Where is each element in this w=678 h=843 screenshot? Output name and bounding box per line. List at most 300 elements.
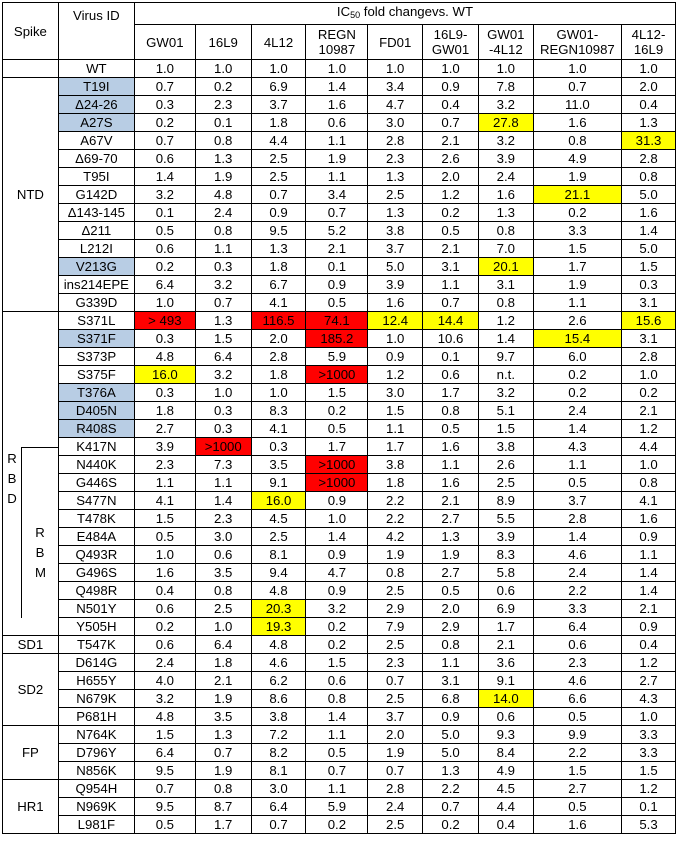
value-cell: 0.7 xyxy=(423,798,479,816)
value-cell: 1.3 xyxy=(423,528,479,546)
value-cell: 1.9 xyxy=(195,168,251,186)
value-cell: 1.4 xyxy=(478,330,533,348)
table-row xyxy=(3,582,676,600)
value-cell: 0.7 xyxy=(195,744,251,762)
table-row xyxy=(3,798,676,816)
value-cell: 3.0 xyxy=(251,780,306,798)
value-cell: 3.1 xyxy=(478,276,533,294)
value-cell: 5.1 xyxy=(478,402,533,420)
value-cell: 1.2 xyxy=(368,366,423,384)
value-cell: 1.5 xyxy=(306,654,368,672)
value-cell: 1.5 xyxy=(134,726,195,744)
value-cell: 2.4 xyxy=(368,798,423,816)
value-cell: 0.5 xyxy=(134,816,195,834)
value-cell: 1.9 xyxy=(368,744,423,762)
value-cell: 3.3 xyxy=(533,222,621,240)
value-cell: 2.4 xyxy=(533,564,621,582)
value-cell: 2.5 xyxy=(195,600,251,618)
value-cell: 2.5 xyxy=(368,636,423,654)
value-cell: 3.2 xyxy=(134,690,195,708)
value-cell: 1.4 xyxy=(622,582,676,600)
value-cell: 1.0 xyxy=(622,456,676,474)
value-cell: 9.5 xyxy=(134,798,195,816)
value-cell: 1.7 xyxy=(533,258,621,276)
value-cell: 0.6 xyxy=(134,150,195,168)
table-row xyxy=(3,330,676,348)
value-cell: 2.6 xyxy=(423,150,479,168)
value-cell: 4.7 xyxy=(368,96,423,114)
value-cell: 0.8 xyxy=(423,636,479,654)
value-cell: 2.3 xyxy=(134,456,195,474)
virus-id-cell: T19I xyxy=(58,78,134,96)
value-cell: 1.0 xyxy=(368,60,423,78)
value-cell: 0.4 xyxy=(622,96,676,114)
value-cell: 0.8 xyxy=(195,132,251,150)
value-cell: 2.7 xyxy=(622,672,676,690)
value-cell: 3.7 xyxy=(368,708,423,726)
value-cell: 0.8 xyxy=(368,564,423,582)
value-cell: 0.7 xyxy=(134,132,195,150)
value-cell: 8.3 xyxy=(478,546,533,564)
value-cell: 0.7 xyxy=(423,294,479,312)
value-cell: 4.9 xyxy=(478,762,533,780)
value-cell: 0.3 xyxy=(134,330,195,348)
value-cell: 4.1 xyxy=(134,492,195,510)
value-cell: 0.8 xyxy=(622,474,676,492)
value-cell: 1.0 xyxy=(368,330,423,348)
value-cell: 4.6 xyxy=(533,672,621,690)
value-cell: 0.6 xyxy=(195,546,251,564)
virus-id-cell: S477N xyxy=(58,492,134,510)
antibody-header: FD01 xyxy=(368,25,423,60)
value-cell: 0.4 xyxy=(478,816,533,834)
value-cell: 3.1 xyxy=(423,672,479,690)
virus-id-cell: A27S xyxy=(58,114,134,132)
value-cell: 0.6 xyxy=(478,582,533,600)
value-cell: 1.2 xyxy=(622,420,676,438)
value-cell: 1.4 xyxy=(622,222,676,240)
region-label xyxy=(3,312,59,636)
value-cell: 0.6 xyxy=(478,708,533,726)
value-cell: 4.8 xyxy=(251,636,306,654)
value-cell: 0.9 xyxy=(306,492,368,510)
value-cell: 1.5 xyxy=(622,258,676,276)
virus-id-cell: R408S xyxy=(58,420,134,438)
value-cell: 0.3 xyxy=(195,258,251,276)
value-cell: 1.9 xyxy=(423,546,479,564)
value-cell: 3.2 xyxy=(478,132,533,150)
value-cell: 2.9 xyxy=(423,618,479,636)
virus-id-cell: K417N xyxy=(58,438,134,456)
value-cell: 5.9 xyxy=(306,798,368,816)
virus-id-cell: T478K xyxy=(58,510,134,528)
value-cell: 1.4 xyxy=(622,564,676,582)
value-cell: 0.2 xyxy=(533,384,621,402)
virus-id-cell: E484A xyxy=(58,528,134,546)
value-cell: 3.2 xyxy=(134,186,195,204)
value-cell: 3.4 xyxy=(368,78,423,96)
table-row xyxy=(3,600,676,618)
value-cell: 7.0 xyxy=(478,240,533,258)
value-cell: 0.2 xyxy=(306,636,368,654)
value-cell: 0.2 xyxy=(306,618,368,636)
table-row xyxy=(3,564,676,582)
value-cell: 0.4 xyxy=(622,636,676,654)
value-cell: 4.3 xyxy=(533,438,621,456)
rbm-bracket-side xyxy=(21,447,22,618)
value-cell: 1.4 xyxy=(533,420,621,438)
value-cell: 0.5 xyxy=(134,222,195,240)
value-cell: 1.9 xyxy=(306,150,368,168)
value-cell: 1.7 xyxy=(368,438,423,456)
value-cell: 2.2 xyxy=(368,492,423,510)
value-cell: 0.6 xyxy=(423,366,479,384)
value-cell: 3.3 xyxy=(622,744,676,762)
value-cell: 1.3 xyxy=(195,312,251,330)
table-row xyxy=(3,60,676,78)
table-row xyxy=(3,420,676,438)
value-cell: 0.8 xyxy=(195,780,251,798)
value-cell: 1.1 xyxy=(423,654,479,672)
table-row xyxy=(3,294,676,312)
value-cell: 1.1 xyxy=(306,780,368,798)
value-cell: 1.1 xyxy=(306,132,368,150)
value-cell: 1.8 xyxy=(134,402,195,420)
region-label-text: SD2 xyxy=(17,682,44,697)
virus-id-cell: D405N xyxy=(58,402,134,420)
region-label-rbd-wrap xyxy=(3,312,58,635)
value-cell: 3.0 xyxy=(368,384,423,402)
value-cell: 16.0 xyxy=(134,366,195,384)
value-cell: 1.2 xyxy=(622,780,676,798)
value-cell: 3.2 xyxy=(306,600,368,618)
value-cell: 8.4 xyxy=(478,744,533,762)
value-cell: 21.1 xyxy=(533,186,621,204)
table-row xyxy=(3,456,676,474)
value-cell: 1.3 xyxy=(251,240,306,258)
value-cell: 0.8 xyxy=(478,294,533,312)
value-cell: 6.4 xyxy=(195,348,251,366)
value-cell: 9.1 xyxy=(478,672,533,690)
table-row xyxy=(3,132,676,150)
value-cell: 10.6 xyxy=(423,330,479,348)
value-cell: 0.2 xyxy=(533,204,621,222)
value-cell: 1.5 xyxy=(533,762,621,780)
value-cell: 6.0 xyxy=(533,348,621,366)
value-cell: 0.2 xyxy=(423,204,479,222)
value-cell: 2.6 xyxy=(478,456,533,474)
header-row xyxy=(3,3,676,25)
antibody-header: 4L12 xyxy=(251,25,306,60)
value-cell: 1.8 xyxy=(251,366,306,384)
virus-id-cell: G446S xyxy=(58,474,134,492)
table-row xyxy=(3,618,676,636)
value-cell: 1.8 xyxy=(251,258,306,276)
virus-id-cell: V213G xyxy=(58,258,134,276)
value-cell: 3.3 xyxy=(533,600,621,618)
value-cell: 2.2 xyxy=(533,744,621,762)
table-row xyxy=(3,762,676,780)
value-cell: 1.3 xyxy=(368,204,423,222)
value-cell: 0.9 xyxy=(306,276,368,294)
table-row xyxy=(3,726,676,744)
value-cell: 0.9 xyxy=(423,78,479,96)
region-label-text: NTD xyxy=(16,187,44,202)
value-cell: 0.1 xyxy=(423,348,479,366)
value-cell: 1.1 xyxy=(423,456,479,474)
table-row xyxy=(3,636,676,654)
value-cell: 4.8 xyxy=(251,582,306,600)
value-cell: 0.9 xyxy=(306,546,368,564)
region-letters: RBD xyxy=(7,451,17,506)
virus-id-cell: Q493R xyxy=(58,546,134,564)
value-cell: 16.0 xyxy=(251,492,306,510)
value-cell: 1.9 xyxy=(195,762,251,780)
value-cell: >1000 xyxy=(306,456,368,474)
value-cell: 0.7 xyxy=(306,204,368,222)
value-cell: 12.4 xyxy=(368,312,423,330)
virus-id-cell: Y505H xyxy=(58,618,134,636)
value-cell: 9.9 xyxy=(533,726,621,744)
antibody-header: GW01 xyxy=(134,25,195,60)
antibody-header: 4L12- 16L9 xyxy=(622,25,676,60)
value-cell: 1.0 xyxy=(134,60,195,78)
table-row xyxy=(3,474,676,492)
value-cell: 5.0 xyxy=(368,258,423,276)
value-cell: 1.1 xyxy=(533,456,621,474)
value-cell: 3.9 xyxy=(478,528,533,546)
value-cell: 8.6 xyxy=(251,690,306,708)
value-cell: 0.5 xyxy=(423,222,479,240)
value-cell: 185.2 xyxy=(306,330,368,348)
virus-id-cell: N969K xyxy=(58,798,134,816)
value-cell: 7.3 xyxy=(195,456,251,474)
value-cell: 1.4 xyxy=(306,78,368,96)
value-cell: 2.1 xyxy=(423,492,479,510)
value-cell: 3.6 xyxy=(478,654,533,672)
value-cell: 4.5 xyxy=(251,510,306,528)
value-cell: 4.9 xyxy=(533,150,621,168)
value-cell: 2.6 xyxy=(533,312,621,330)
value-cell: 1.5 xyxy=(368,402,423,420)
value-cell: 8.7 xyxy=(195,798,251,816)
value-cell: 3.2 xyxy=(478,96,533,114)
value-cell: 6.2 xyxy=(251,672,306,690)
value-cell: 0.6 xyxy=(134,240,195,258)
value-cell: 1.4 xyxy=(134,168,195,186)
value-cell: 2.7 xyxy=(134,420,195,438)
rbm-bracket-top xyxy=(21,447,58,448)
value-cell: 2.1 xyxy=(478,636,533,654)
value-cell: 1.7 xyxy=(306,438,368,456)
value-cell: 2.4 xyxy=(478,168,533,186)
value-cell: 2.5 xyxy=(251,150,306,168)
value-cell: 14.4 xyxy=(423,312,479,330)
table-row xyxy=(3,402,676,420)
value-cell: 1.0 xyxy=(195,618,251,636)
value-cell: 1.5 xyxy=(134,510,195,528)
value-cell: 1.1 xyxy=(195,474,251,492)
value-cell: 1.9 xyxy=(533,168,621,186)
virus-id-cell: T376A xyxy=(58,384,134,402)
value-cell: 5.0 xyxy=(622,186,676,204)
antibody-header: GW01 -4L12 xyxy=(478,25,533,60)
value-cell: 0.3 xyxy=(134,384,195,402)
value-cell: 1.6 xyxy=(134,564,195,582)
value-cell: 8.3 xyxy=(251,402,306,420)
value-cell: 1.3 xyxy=(195,150,251,168)
value-cell: 0.5 xyxy=(533,474,621,492)
value-cell: 0.2 xyxy=(134,618,195,636)
value-cell: 1.5 xyxy=(195,330,251,348)
value-cell: 0.9 xyxy=(622,618,676,636)
value-cell: 1.0 xyxy=(306,510,368,528)
value-cell: 3.1 xyxy=(423,258,479,276)
virus-id-cell: ins214EPE xyxy=(58,276,134,294)
value-cell: 0.9 xyxy=(306,582,368,600)
region-label xyxy=(3,726,59,780)
table-row xyxy=(3,168,676,186)
value-cell: 6.9 xyxy=(251,78,306,96)
value-cell: 5.2 xyxy=(306,222,368,240)
virus-id-cell: Δ211 xyxy=(58,222,134,240)
value-cell: 2.5 xyxy=(478,474,533,492)
value-cell: 5.0 xyxy=(423,726,479,744)
value-cell: 1.3 xyxy=(368,168,423,186)
value-cell: 2.8 xyxy=(622,348,676,366)
value-cell: 0.1 xyxy=(195,114,251,132)
value-cell: 4.4 xyxy=(478,798,533,816)
value-cell: 1.3 xyxy=(478,204,533,222)
value-cell: 2.3 xyxy=(195,96,251,114)
spike-header: Spike xyxy=(3,3,59,60)
value-cell: 2.5 xyxy=(368,186,423,204)
value-cell: 1.0 xyxy=(533,60,621,78)
value-cell: 0.8 xyxy=(622,168,676,186)
value-cell: 0.3 xyxy=(195,402,251,420)
virus-id-cell: N440K xyxy=(58,456,134,474)
value-cell: 27.8 xyxy=(478,114,533,132)
table-row xyxy=(3,708,676,726)
value-cell: 3.7 xyxy=(368,240,423,258)
value-cell: 1.1 xyxy=(306,168,368,186)
table-row xyxy=(3,654,676,672)
virus-id-cell: Q954H xyxy=(58,780,134,798)
value-cell: 2.1 xyxy=(622,402,676,420)
value-cell: 1.5 xyxy=(306,384,368,402)
value-cell: 6.6 xyxy=(533,690,621,708)
virus-id-cell: S375F xyxy=(58,366,134,384)
value-cell: 0.1 xyxy=(306,258,368,276)
region-label-text: FP xyxy=(21,745,39,760)
value-cell: 2.7 xyxy=(423,564,479,582)
value-cell: 6.4 xyxy=(134,744,195,762)
value-cell: 1.0 xyxy=(251,60,306,78)
value-cell: 0.4 xyxy=(134,582,195,600)
virus-id-cell: WT xyxy=(58,60,134,78)
value-cell: 1.5 xyxy=(533,240,621,258)
value-cell: 5.0 xyxy=(423,744,479,762)
value-cell: 2.0 xyxy=(423,168,479,186)
value-cell: 6.4 xyxy=(533,618,621,636)
value-cell: 2.5 xyxy=(368,816,423,834)
value-cell: 8.9 xyxy=(478,492,533,510)
value-cell: 3.2 xyxy=(195,366,251,384)
virus-id-cell: S371F xyxy=(58,330,134,348)
region-label xyxy=(3,78,59,312)
value-cell: 9.5 xyxy=(251,222,306,240)
value-cell: 5.0 xyxy=(622,240,676,258)
table-row xyxy=(3,672,676,690)
value-cell: 2.8 xyxy=(533,510,621,528)
value-cell: 9.7 xyxy=(478,348,533,366)
value-cell: 3.9 xyxy=(478,150,533,168)
value-cell: 4.5 xyxy=(478,780,533,798)
value-cell: 2.7 xyxy=(533,780,621,798)
value-cell: 3.2 xyxy=(195,276,251,294)
virus-id-cell: T95I xyxy=(58,168,134,186)
value-cell: 3.9 xyxy=(134,438,195,456)
region-label-text: SD1 xyxy=(17,637,44,652)
value-cell: 6.8 xyxy=(423,690,479,708)
value-cell: 3.0 xyxy=(368,114,423,132)
value-cell: 6.4 xyxy=(251,798,306,816)
value-cell: 9.4 xyxy=(251,564,306,582)
value-cell: 7.2 xyxy=(251,726,306,744)
value-cell: 3.1 xyxy=(622,294,676,312)
value-cell: 0.5 xyxy=(306,420,368,438)
value-cell: 0.7 xyxy=(423,114,479,132)
value-cell: 4.4 xyxy=(251,132,306,150)
value-cell: 2.4 xyxy=(533,402,621,420)
virus-id-cell: L981F xyxy=(58,816,134,834)
value-cell: 2.1 xyxy=(306,240,368,258)
value-cell: 0.2 xyxy=(533,366,621,384)
value-cell: 2.3 xyxy=(195,510,251,528)
value-cell: 5.3 xyxy=(622,816,676,834)
value-cell: 1.9 xyxy=(195,690,251,708)
value-cell: 1.8 xyxy=(251,114,306,132)
value-cell: 1.1 xyxy=(134,474,195,492)
value-cell: 0.6 xyxy=(134,600,195,618)
value-cell: 1.2 xyxy=(622,654,676,672)
value-cell: 3.5 xyxy=(195,708,251,726)
value-cell: 1.8 xyxy=(195,654,251,672)
value-cell: 4.0 xyxy=(134,672,195,690)
table-row xyxy=(3,690,676,708)
value-cell: 1.6 xyxy=(478,186,533,204)
value-cell: 0.7 xyxy=(251,816,306,834)
value-cell: 3.5 xyxy=(195,564,251,582)
value-cell: 2.8 xyxy=(368,132,423,150)
value-cell: 0.5 xyxy=(306,744,368,762)
virus-id-cell: H655Y xyxy=(58,672,134,690)
table-row xyxy=(3,186,676,204)
virus-id-cell: S373P xyxy=(58,348,134,366)
virus-id-cell: N679K xyxy=(58,690,134,708)
table-row xyxy=(3,492,676,510)
value-cell: 2.5 xyxy=(251,168,306,186)
value-cell: 0.8 xyxy=(423,402,479,420)
group-header xyxy=(134,3,675,25)
value-cell: n.t. xyxy=(478,366,533,384)
value-cell: 9.1 xyxy=(251,474,306,492)
value-cell: 14.0 xyxy=(478,690,533,708)
value-cell: 2.0 xyxy=(423,600,479,618)
value-cell: 0.4 xyxy=(423,96,479,114)
spike-blank-cell xyxy=(3,60,59,78)
table-row xyxy=(3,744,676,762)
